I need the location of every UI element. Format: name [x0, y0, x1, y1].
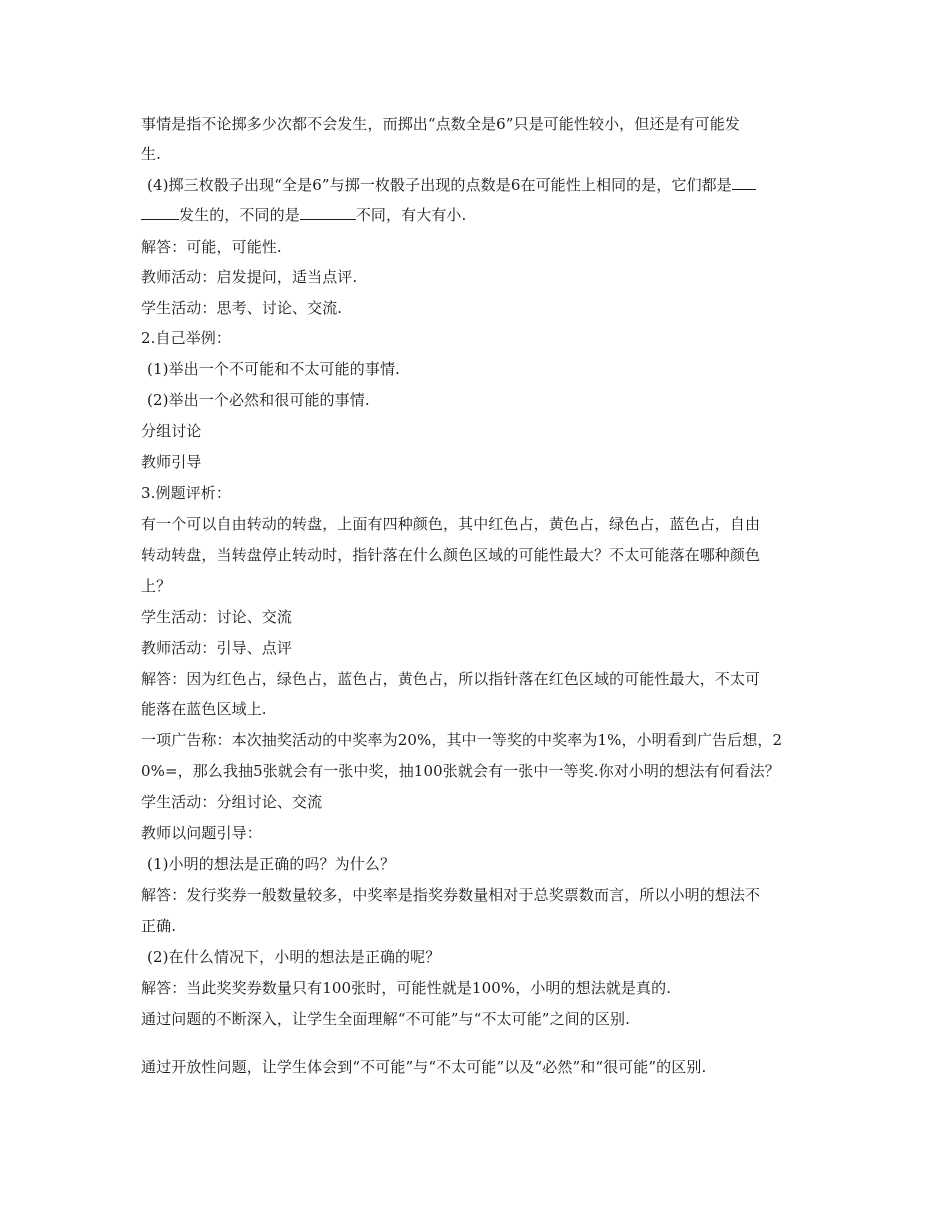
question-4-text: (4)掷三枚骰子出现“全是6”与掷一枚骰子出现的点数是6在可能性上相同的是，它们都是: [147, 176, 732, 194]
text-line: 0%=，那么我抽5张就会有一张中奖，抽100张就会有一张中一等奖.你对小明的想法有何看法？: [141, 762, 780, 780]
text-line: 正确.: [141, 917, 177, 935]
answer-blank: [141, 205, 179, 220]
text-line: 学生活动：思考、讨论、交流.: [141, 299, 343, 317]
text-line: 一项广告称：本次抽奖活动的中奖率为20%，其中一等奖的中奖率为1%，小明看到广告后想，2: [141, 731, 783, 749]
text-line: 有一个可以自由转动的转盘，上面有四种颜色，其中红色占，黄色占，绿色占，蓝色占，自由: [141, 515, 761, 533]
text-line: 分组讨论: [141, 422, 202, 440]
section-heading: 2.自己举例：: [141, 329, 232, 347]
text-line: 解答：可能，可能性.: [141, 238, 282, 256]
text-line: 解答：发行奖券一般数量较多，中奖率是指奖券数量相对于总奖票数而言，所以小明的想法不: [141, 886, 761, 904]
question-4-line-1: [147, 175, 817, 195]
text-line: 教师引导: [141, 453, 202, 471]
text-line: 事情是指不论掷多少次都不会发生，而掷出“点数全是6”只是可能性较小，但还是有可能发: [141, 115, 740, 133]
text-line: 能落在蓝色区域上.: [141, 700, 267, 718]
question-4-text: 发生的，不同的是: [179, 206, 300, 224]
text-line: (1)小明的想法是正确的吗？为什么？: [147, 855, 396, 873]
text-line: 教师活动：启发提问，适当点评.: [141, 268, 358, 286]
text-line: 生.: [141, 145, 161, 163]
text-line: 教师活动：引导、点评: [141, 639, 293, 657]
text-line: (2)在什么情况下，小明的想法是正确的呢？: [147, 948, 441, 966]
answer-blank: [732, 175, 756, 190]
text-line: 学生活动：讨论、交流: [141, 608, 293, 626]
text-line: (2)举出一个必然和很可能的事情.: [147, 391, 370, 409]
question-4-text: 不同，有大有小.: [355, 206, 467, 224]
text-line: 教师以问题引导：: [141, 824, 262, 842]
text-line: 学生活动：分组讨论、交流: [141, 793, 323, 811]
answer-blank: [300, 205, 356, 220]
text-line: 通过问题的不断深入，让学生全面理解“不可能”与“不太可能”之间的区别.: [141, 1010, 630, 1028]
text-line: 通过开放性问题，让学生体会到“不可能”与“不太可能”以及“必然”和“很可能”的区别.: [141, 1058, 707, 1076]
text-line: (1)举出一个不可能和不太可能的事情.: [147, 360, 400, 378]
question-4-line-2: [141, 205, 811, 225]
text-line: 解答：当此奖奖券数量只有100张时，可能性就是100%，小明的想法就是真的.: [141, 979, 672, 997]
section-heading: 3.例题评析：: [141, 484, 232, 502]
text-line: 解答：因为红色占，绿色占，蓝色占，黄色占，所以指针落在红色区域的可能性最大，不太可: [141, 670, 761, 688]
text-line: 上？: [141, 577, 172, 595]
text-line: 转动转盘，当转盘停止转动时，指针落在什么颜色区域的可能性最大？不太可能落在哪种颜色: [141, 546, 761, 564]
